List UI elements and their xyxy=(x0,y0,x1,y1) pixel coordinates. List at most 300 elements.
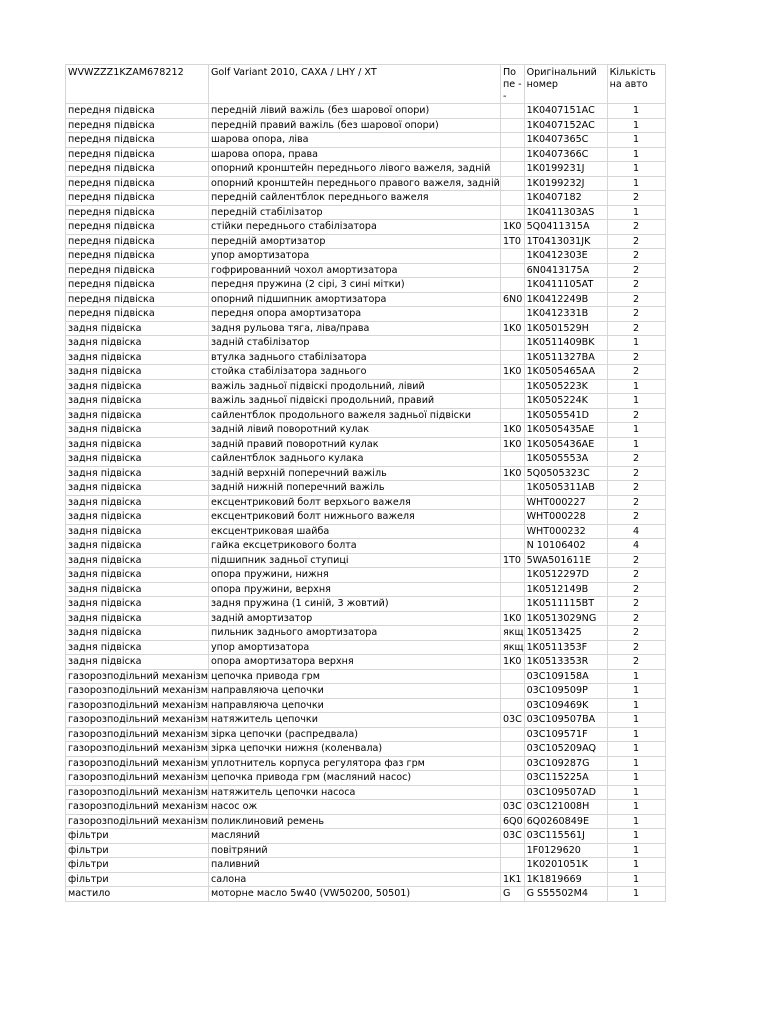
cell-code[interactable]: 1T0 xyxy=(500,234,524,249)
cell-part-name[interactable]: втулка заднього стабілізатора xyxy=(208,350,500,365)
cell-part-name[interactable]: важіль задньої підвіскі продольний, лівий xyxy=(208,379,500,394)
cell-part-name[interactable]: ексцентриковая шайба xyxy=(208,524,500,539)
cell-original-number[interactable]: 1K0411303AS xyxy=(524,205,607,220)
cell-original-number[interactable]: 1K0505311AB xyxy=(524,481,607,496)
cell-quantity[interactable]: 2 xyxy=(607,292,665,307)
cell-quantity[interactable]: 1 xyxy=(607,684,665,699)
cell-code[interactable] xyxy=(500,205,524,220)
cell-section[interactable]: передня підвіска xyxy=(66,176,209,191)
cell-part-name[interactable]: важіль задньої підвіскі продольний, правий xyxy=(208,394,500,409)
cell-section[interactable]: газорозподільний механізм xyxy=(66,785,209,800)
cell-quantity[interactable]: 2 xyxy=(607,626,665,641)
cell-part-name[interactable]: шарова опора, права xyxy=(208,147,500,162)
cell-quantity[interactable]: 1 xyxy=(607,162,665,177)
cell-code[interactable]: 1K0 xyxy=(500,466,524,481)
cell-part-name[interactable]: уплотнитель корпуса регулятора фаз грм xyxy=(208,756,500,771)
cell-part-name[interactable]: передній сайлентблок переднього важеля xyxy=(208,191,500,206)
cell-part-name[interactable]: передній правий важіль (без шарової опори) xyxy=(208,118,500,133)
cell-quantity[interactable]: 1 xyxy=(607,843,665,858)
cell-original-number[interactable]: 1K0512297D xyxy=(524,568,607,583)
cell-original-number[interactable]: 1K0513425 xyxy=(524,626,607,641)
cell-original-number[interactable]: 1K0505465AA xyxy=(524,365,607,380)
cell-part-name[interactable]: упор амортизатора xyxy=(208,249,500,264)
cell-part-name[interactable]: опора пружини, верхня xyxy=(208,582,500,597)
cell-quantity[interactable]: 1 xyxy=(607,437,665,452)
cell-section[interactable]: задня підвіска xyxy=(66,466,209,481)
cell-code[interactable] xyxy=(500,742,524,757)
cell-original-number[interactable]: 1K0511409BK xyxy=(524,336,607,351)
cell-part-name[interactable]: салона xyxy=(208,872,500,887)
table-row xyxy=(66,437,666,452)
cell-code[interactable] xyxy=(500,597,524,612)
cell-code[interactable] xyxy=(500,263,524,278)
cell-quantity[interactable]: 1 xyxy=(607,858,665,873)
table-row xyxy=(66,814,666,829)
cell-original-number[interactable]: 03C109509P xyxy=(524,684,607,699)
cell-original-number[interactable]: 1K0412303E xyxy=(524,249,607,264)
cell-original-number[interactable]: 03C109469K xyxy=(524,698,607,713)
cell-part-name[interactable]: задній стабілізатор xyxy=(208,336,500,351)
cell-code[interactable] xyxy=(500,307,524,322)
cell-section[interactable]: задня підвіска xyxy=(66,365,209,380)
cell-original-number[interactable]: 03C109507AD xyxy=(524,785,607,800)
cell-section[interactable]: задня підвіска xyxy=(66,321,209,336)
table-row xyxy=(66,742,666,757)
cell-code[interactable] xyxy=(500,452,524,467)
cell-code[interactable] xyxy=(500,858,524,873)
cell-part-name[interactable]: моторне масло 5w40 (VW50200, 50501) xyxy=(208,887,500,902)
cell-part-name[interactable]: масляний xyxy=(208,829,500,844)
cell-code[interactable]: 1K0 xyxy=(500,220,524,235)
cell-code[interactable]: G xyxy=(500,887,524,902)
cell-code[interactable] xyxy=(500,582,524,597)
cell-code[interactable] xyxy=(500,568,524,583)
cell-code[interactable] xyxy=(500,133,524,148)
cell-section[interactable]: задня підвіска xyxy=(66,495,209,510)
cell-section[interactable]: задня підвіска xyxy=(66,655,209,670)
cell-quantity[interactable]: 1 xyxy=(607,176,665,191)
cell-original-number[interactable]: 1K0412249B xyxy=(524,292,607,307)
table-row xyxy=(66,524,666,539)
cell-part-name[interactable]: передня пружина (2 сірі, 3 сині мітки) xyxy=(208,278,500,293)
cell-code[interactable] xyxy=(500,727,524,742)
table-row xyxy=(66,408,666,423)
cell-section[interactable]: передня підвіска xyxy=(66,263,209,278)
cell-part-name[interactable]: цепочка привода грм xyxy=(208,669,500,684)
cell-code[interactable] xyxy=(500,249,524,264)
cell-original-number[interactable]: WHT000228 xyxy=(524,510,607,525)
cell-section[interactable]: задня підвіска xyxy=(66,626,209,641)
cell-part-name[interactable]: цепочка привода грм (масляний насос) xyxy=(208,771,500,786)
cell-quantity[interactable]: 2 xyxy=(607,452,665,467)
cell-original-number[interactable]: WHT000232 xyxy=(524,524,607,539)
cell-code[interactable] xyxy=(500,379,524,394)
table-row xyxy=(66,858,666,873)
cell-code[interactable] xyxy=(500,481,524,496)
cell-part-name[interactable]: сайлентблок заднього кулака xyxy=(208,452,500,467)
cell-section[interactable]: передня підвіска xyxy=(66,307,209,322)
cell-code[interactable]: 1K1 xyxy=(500,872,524,887)
header-vin[interactable]: WVWZZZ1KZAM678212 xyxy=(66,65,209,104)
cell-quantity[interactable]: 2 xyxy=(607,611,665,626)
cell-section[interactable]: задня підвіска xyxy=(66,394,209,409)
cell-quantity[interactable]: 2 xyxy=(607,191,665,206)
cell-original-number[interactable]: 6Q0260849E xyxy=(524,814,607,829)
cell-original-number[interactable]: 03C109571F xyxy=(524,727,607,742)
cell-code[interactable] xyxy=(500,394,524,409)
cell-part-name[interactable]: гофрированний чохол амортизатора xyxy=(208,263,500,278)
cell-part-name[interactable]: задній лівий поворотний кулак xyxy=(208,423,500,438)
cell-part-name[interactable]: пильник заднього амортизатора xyxy=(208,626,500,641)
cell-original-number[interactable]: WHT000227 xyxy=(524,495,607,510)
cell-code[interactable]: якщ xyxy=(500,626,524,641)
cell-quantity[interactable]: 1 xyxy=(607,756,665,771)
cell-original-number[interactable]: 03C115225A xyxy=(524,771,607,786)
cell-code[interactable]: 03C xyxy=(500,713,524,728)
cell-section[interactable]: задня підвіска xyxy=(66,350,209,365)
cell-code[interactable] xyxy=(500,698,524,713)
cell-quantity[interactable]: 2 xyxy=(607,278,665,293)
cell-original-number[interactable]: 03C109287G xyxy=(524,756,607,771)
header-quantity[interactable]: Кількість на авто xyxy=(607,65,665,104)
cell-section[interactable]: передня підвіска xyxy=(66,220,209,235)
cell-code[interactable]: 1K0 xyxy=(500,437,524,452)
cell-section[interactable]: передня підвіска xyxy=(66,205,209,220)
cell-quantity[interactable]: 1 xyxy=(607,205,665,220)
cell-section[interactable]: задня підвіска xyxy=(66,582,209,597)
cell-original-number[interactable]: 1K0505435AE xyxy=(524,423,607,438)
cell-part-name[interactable]: опорний підшипник амортизатора xyxy=(208,292,500,307)
cell-code[interactable] xyxy=(500,162,524,177)
cell-original-number[interactable]: 1T0413031JK xyxy=(524,234,607,249)
cell-original-number[interactable]: 1K0505436AE xyxy=(524,437,607,452)
cell-code[interactable] xyxy=(500,336,524,351)
cell-original-number[interactable]: 1K0513353R xyxy=(524,655,607,670)
cell-code[interactable] xyxy=(500,104,524,119)
cell-original-number[interactable]: 03C115561J xyxy=(524,829,607,844)
cell-part-name[interactable]: задній амортизатор xyxy=(208,611,500,626)
cell-quantity[interactable]: 1 xyxy=(607,394,665,409)
cell-original-number[interactable]: 1K0407182 xyxy=(524,191,607,206)
cell-part-name[interactable]: насос ож xyxy=(208,800,500,815)
cell-quantity[interactable]: 1 xyxy=(607,727,665,742)
cell-quantity[interactable]: 1 xyxy=(607,669,665,684)
cell-part-name[interactable]: зірка цепочки (распредвала) xyxy=(208,727,500,742)
cell-section[interactable]: фільтри xyxy=(66,843,209,858)
table-row xyxy=(66,785,666,800)
cell-part-name[interactable]: опора амортизатора верхня xyxy=(208,655,500,670)
cell-section[interactable]: задня підвіска xyxy=(66,553,209,568)
cell-section[interactable]: газорозподільний механізм xyxy=(66,727,209,742)
cell-code[interactable]: 1K0 xyxy=(500,655,524,670)
table-row xyxy=(66,104,666,119)
cell-part-name[interactable]: передній стабілізатор xyxy=(208,205,500,220)
cell-section[interactable]: задня підвіска xyxy=(66,423,209,438)
cell-section[interactable]: газорозподільний механізм xyxy=(66,669,209,684)
cell-part-name[interactable]: передній амортизатор xyxy=(208,234,500,249)
cell-section[interactable]: газорозподільний механізм xyxy=(66,713,209,728)
cell-part-name[interactable]: задній нижній поперечний важіль xyxy=(208,481,500,496)
cell-code[interactable] xyxy=(500,843,524,858)
cell-quantity[interactable]: 2 xyxy=(607,263,665,278)
cell-section[interactable]: задня підвіска xyxy=(66,408,209,423)
cell-original-number[interactable]: N 10106402 xyxy=(524,539,607,554)
table-row xyxy=(66,510,666,525)
cell-part-name[interactable]: передній лівий важіль (без шарової опори) xyxy=(208,104,500,119)
cell-section[interactable]: фільтри xyxy=(66,829,209,844)
cell-section[interactable]: газорозподільний механізм xyxy=(66,800,209,815)
cell-quantity[interactable]: 1 xyxy=(607,133,665,148)
table-row xyxy=(66,292,666,307)
cell-section[interactable]: передня підвіска xyxy=(66,278,209,293)
cell-code[interactable]: 6N0 xyxy=(500,292,524,307)
cell-code[interactable]: якщ xyxy=(500,640,524,655)
cell-original-number[interactable]: 1K1819669 xyxy=(524,872,607,887)
cell-quantity[interactable]: 2 xyxy=(607,568,665,583)
cell-quantity[interactable]: 2 xyxy=(607,481,665,496)
cell-part-name[interactable]: передня опора амортизатора xyxy=(208,307,500,322)
cell-code[interactable] xyxy=(500,495,524,510)
cell-part-name[interactable]: опорний кронштейн переднього лівого важеля, задній xyxy=(208,162,500,177)
cell-original-number[interactable]: 03C109158A xyxy=(524,669,607,684)
cell-original-number[interactable]: 1K0199231J xyxy=(524,162,607,177)
cell-original-number[interactable]: 1K0501529H xyxy=(524,321,607,336)
cell-quantity[interactable]: 1 xyxy=(607,872,665,887)
cell-part-name[interactable]: опора пружини, нижня xyxy=(208,568,500,583)
cell-original-number[interactable]: 1K0505553A xyxy=(524,452,607,467)
cell-quantity[interactable]: 1 xyxy=(607,771,665,786)
cell-quantity[interactable]: 2 xyxy=(607,321,665,336)
cell-code[interactable] xyxy=(500,539,524,554)
cell-part-name[interactable]: задня рульова тяга, ліва/права xyxy=(208,321,500,336)
cell-code[interactable] xyxy=(500,278,524,293)
cell-part-name[interactable]: підшипник задньої ступиці xyxy=(208,553,500,568)
cell-original-number[interactable]: 1K0512149B xyxy=(524,582,607,597)
cell-code[interactable]: 03C xyxy=(500,829,524,844)
cell-part-name[interactable]: опорний кронштейн переднього правого важеля, задній xyxy=(208,176,500,191)
cell-section[interactable]: задня підвіска xyxy=(66,437,209,452)
cell-code[interactable] xyxy=(500,510,524,525)
cell-quantity[interactable]: 2 xyxy=(607,553,665,568)
cell-quantity[interactable]: 1 xyxy=(607,698,665,713)
cell-section[interactable]: передня підвіска xyxy=(66,133,209,148)
table-row xyxy=(66,800,666,815)
cell-code[interactable] xyxy=(500,147,524,162)
cell-section[interactable]: передня підвіска xyxy=(66,118,209,133)
cell-quantity[interactable]: 2 xyxy=(607,466,665,481)
cell-code[interactable] xyxy=(500,191,524,206)
cell-code[interactable]: 6Q0 xyxy=(500,814,524,829)
cell-original-number[interactable]: 03C105209AQ xyxy=(524,742,607,757)
cell-section[interactable]: задня підвіска xyxy=(66,481,209,496)
cell-section[interactable]: газорозподільний механізм xyxy=(66,814,209,829)
cell-quantity[interactable]: 4 xyxy=(607,539,665,554)
cell-quantity[interactable]: 1 xyxy=(607,742,665,757)
cell-original-number[interactable]: 1K0407365C xyxy=(524,133,607,148)
cell-quantity[interactable]: 1 xyxy=(607,336,665,351)
cell-original-number[interactable]: 1K0511327BA xyxy=(524,350,607,365)
cell-code[interactable] xyxy=(500,684,524,699)
cell-section[interactable]: передня підвіска xyxy=(66,191,209,206)
cell-section[interactable]: задня підвіска xyxy=(66,379,209,394)
cell-original-number[interactable]: 1K0407152AC xyxy=(524,118,607,133)
table-row xyxy=(66,423,666,438)
cell-quantity[interactable]: 2 xyxy=(607,249,665,264)
cell-code[interactable] xyxy=(500,669,524,684)
cell-original-number[interactable]: 5Q0411315A xyxy=(524,220,607,235)
cell-quantity[interactable]: 1 xyxy=(607,814,665,829)
cell-section[interactable]: задня підвіска xyxy=(66,611,209,626)
cell-code[interactable] xyxy=(500,756,524,771)
cell-original-number[interactable]: 1F0129620 xyxy=(524,843,607,858)
cell-section[interactable]: задня підвіска xyxy=(66,539,209,554)
cell-part-name[interactable]: паливний xyxy=(208,858,500,873)
cell-quantity[interactable]: 1 xyxy=(607,423,665,438)
cell-quantity[interactable]: 2 xyxy=(607,307,665,322)
cell-quantity[interactable]: 4 xyxy=(607,524,665,539)
cell-quantity[interactable]: 2 xyxy=(607,408,665,423)
cell-part-name[interactable]: задній верхній поперечний важіль xyxy=(208,466,500,481)
cell-part-name[interactable]: поликлиновий ремень xyxy=(208,814,500,829)
cell-part-name[interactable]: направляюча цепочки xyxy=(208,698,500,713)
cell-original-number[interactable]: 1K0505541D xyxy=(524,408,607,423)
cell-quantity[interactable]: 2 xyxy=(607,350,665,365)
table-row xyxy=(66,887,666,902)
cell-part-name[interactable]: повітряний xyxy=(208,843,500,858)
cell-section[interactable]: задня підвіска xyxy=(66,568,209,583)
cell-section[interactable]: задня підвіска xyxy=(66,510,209,525)
cell-original-number[interactable]: G S55502M4 xyxy=(524,887,607,902)
cell-quantity[interactable]: 2 xyxy=(607,655,665,670)
cell-part-name[interactable]: ексцентриковий болт нижнього важеля xyxy=(208,510,500,525)
cell-original-number[interactable]: 1K0505224K xyxy=(524,394,607,409)
cell-quantity[interactable]: 2 xyxy=(607,640,665,655)
cell-code[interactable] xyxy=(500,118,524,133)
cell-code[interactable] xyxy=(500,785,524,800)
cell-code[interactable]: 1K0 xyxy=(500,321,524,336)
cell-original-number[interactable]: 1K0407151AC xyxy=(524,104,607,119)
cell-original-number[interactable]: 1K0511115BT xyxy=(524,597,607,612)
cell-part-name[interactable]: ексцентриковий болт верхього важеля xyxy=(208,495,500,510)
cell-code[interactable]: 1K0 xyxy=(500,423,524,438)
cell-code[interactable]: 1K0 xyxy=(500,611,524,626)
cell-quantity[interactable]: 1 xyxy=(607,379,665,394)
cell-quantity[interactable]: 2 xyxy=(607,234,665,249)
cell-code[interactable] xyxy=(500,176,524,191)
cell-section[interactable]: газорозподільний механізм xyxy=(66,756,209,771)
header-code[interactable]: По пе -- xyxy=(500,65,524,104)
table-row xyxy=(66,843,666,858)
cell-original-number[interactable]: 1K0511353F xyxy=(524,640,607,655)
cell-quantity[interactable]: 2 xyxy=(607,365,665,380)
table-row xyxy=(66,452,666,467)
cell-section[interactable]: передня підвіска xyxy=(66,292,209,307)
cell-original-number[interactable]: 1K0199232J xyxy=(524,176,607,191)
cell-original-number[interactable]: 1K0201051K xyxy=(524,858,607,873)
cell-section[interactable]: задня підвіска xyxy=(66,336,209,351)
cell-original-number[interactable]: 1K0505223K xyxy=(524,379,607,394)
cell-part-name[interactable]: сайлентблок продольного важеля задньої підвіски xyxy=(208,408,500,423)
cell-quantity[interactable]: 1 xyxy=(607,118,665,133)
cell-original-number[interactable]: 1K0513029NG xyxy=(524,611,607,626)
cell-section[interactable]: фільтри xyxy=(66,858,209,873)
cell-original-number[interactable]: 5WA501611E xyxy=(524,553,607,568)
cell-quantity[interactable]: 1 xyxy=(607,785,665,800)
cell-quantity[interactable]: 2 xyxy=(607,597,665,612)
cell-code[interactable] xyxy=(500,408,524,423)
cell-original-number[interactable]: 03C121008H xyxy=(524,800,607,815)
cell-section[interactable]: газорозподільний механізм xyxy=(66,684,209,699)
cell-part-name[interactable]: задній правий поворотний кулак xyxy=(208,437,500,452)
cell-part-name[interactable]: натяжитель цепочки насоса xyxy=(208,785,500,800)
table-row xyxy=(66,553,666,568)
cell-original-number[interactable]: 1K0407366C xyxy=(524,147,607,162)
cell-part-name[interactable]: стійки переднього стабілізатора xyxy=(208,220,500,235)
cell-code[interactable]: 1K0 xyxy=(500,365,524,380)
cell-quantity[interactable]: 1 xyxy=(607,829,665,844)
cell-part-name[interactable]: задня пружина (1 синій, 3 жовтий) xyxy=(208,597,500,612)
cell-original-number[interactable]: 5Q0505323C xyxy=(524,466,607,481)
cell-original-number[interactable]: 1K0412331B xyxy=(524,307,607,322)
cell-section[interactable]: задня підвіска xyxy=(66,524,209,539)
cell-section[interactable]: задня підвіска xyxy=(66,640,209,655)
cell-code[interactable]: 1T0 xyxy=(500,553,524,568)
cell-section[interactable]: фільтри xyxy=(66,872,209,887)
table-row xyxy=(66,205,666,220)
cell-quantity[interactable]: 2 xyxy=(607,220,665,235)
table-row xyxy=(66,727,666,742)
cell-section[interactable]: передня підвіска xyxy=(66,147,209,162)
cell-part-name[interactable]: направляюча цепочки xyxy=(208,684,500,699)
cell-quantity[interactable]: 1 xyxy=(607,713,665,728)
header-model[interactable]: Golf Variant 2010, CAXA / LHY / XT xyxy=(208,65,500,104)
cell-part-name[interactable]: гайка ексцетрикового болта xyxy=(208,539,500,554)
table-row xyxy=(66,234,666,249)
cell-section[interactable]: передня підвіска xyxy=(66,234,209,249)
cell-quantity[interactable]: 1 xyxy=(607,887,665,902)
cell-quantity[interactable]: 2 xyxy=(607,510,665,525)
cell-section[interactable]: газорозподільний механізм xyxy=(66,771,209,786)
cell-part-name[interactable]: упор амортизатора xyxy=(208,640,500,655)
cell-code[interactable] xyxy=(500,524,524,539)
cell-section[interactable]: передня підвіска xyxy=(66,162,209,177)
cell-code[interactable] xyxy=(500,350,524,365)
cell-part-name[interactable]: стойка стабілізатора заднього xyxy=(208,365,500,380)
cell-section[interactable]: передня підвіска xyxy=(66,104,209,119)
cell-section[interactable]: мастило xyxy=(66,887,209,902)
cell-code[interactable]: 03C xyxy=(500,800,524,815)
table-row xyxy=(66,220,666,235)
cell-section[interactable]: задня підвіска xyxy=(66,452,209,467)
cell-quantity[interactable]: 1 xyxy=(607,147,665,162)
cell-part-name[interactable]: натяжитель цепочки xyxy=(208,713,500,728)
cell-section[interactable]: задня підвіска xyxy=(66,597,209,612)
header-original-number[interactable]: Оригінальний номер xyxy=(524,65,607,104)
cell-original-number[interactable]: 03C109507BA xyxy=(524,713,607,728)
cell-section[interactable]: газорозподільний механізм xyxy=(66,698,209,713)
cell-section[interactable]: передня підвіска xyxy=(66,249,209,264)
cell-quantity[interactable]: 1 xyxy=(607,104,665,119)
cell-code[interactable] xyxy=(500,771,524,786)
cell-part-name[interactable]: шарова опора, ліва xyxy=(208,133,500,148)
cell-part-name[interactable]: зірка цепочки нижня (коленвала) xyxy=(208,742,500,757)
cell-original-number[interactable]: 6N0413175A xyxy=(524,263,607,278)
cell-original-number[interactable]: 1K0411105AT xyxy=(524,278,607,293)
cell-section[interactable]: газорозподільний механізм xyxy=(66,742,209,757)
cell-quantity[interactable]: 2 xyxy=(607,495,665,510)
cell-quantity[interactable]: 1 xyxy=(607,800,665,815)
cell-quantity[interactable]: 2 xyxy=(607,582,665,597)
